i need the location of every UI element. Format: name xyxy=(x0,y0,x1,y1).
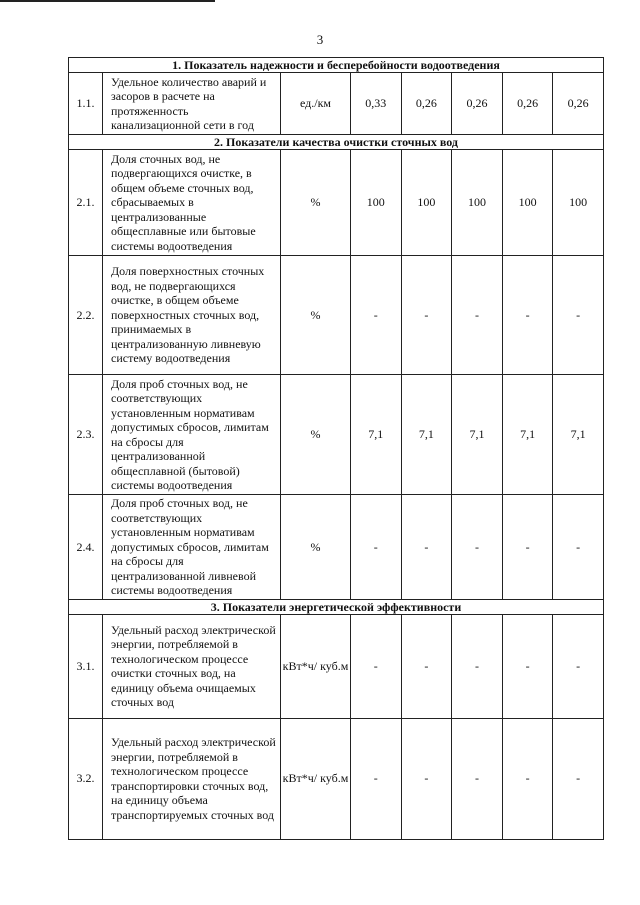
value-cell: 7,1 xyxy=(553,375,604,495)
value-cell: - xyxy=(502,718,553,839)
value-cell: - xyxy=(553,256,604,375)
value-cell: - xyxy=(401,614,452,718)
table-row xyxy=(69,614,604,718)
section-header-row xyxy=(69,599,604,614)
value-cell: - xyxy=(351,614,402,718)
indicator-description: Доля проб сточных вод, не соответствующих установленным нормативам допустимых сбросов, лимитам на сбросы для централизованной ливневой системы водоотведения xyxy=(103,495,281,600)
unit-cell: % xyxy=(281,256,351,375)
indicator-description: Доля поверхностных сточных вод, не подвергающихся очистке, в общем объеме поверхностных сточных вод, принимаемых в централизованную ливневую систему водоотведения xyxy=(103,256,281,375)
value-cell: - xyxy=(351,718,402,839)
row-number: 1.1. xyxy=(69,73,103,135)
row-number: 3.1. xyxy=(69,614,103,718)
value-cell: 7,1 xyxy=(502,375,553,495)
unit-cell: ед./км xyxy=(281,73,351,135)
unit-cell: кВт*ч/ куб.м xyxy=(281,718,351,839)
table-row xyxy=(69,150,604,256)
header-rule xyxy=(0,0,215,2)
value-cell: - xyxy=(452,614,503,718)
row-number: 2.4. xyxy=(69,495,103,600)
value-cell: 100 xyxy=(502,150,553,256)
row-number: 2.3. xyxy=(69,375,103,495)
value-cell: - xyxy=(351,256,402,375)
value-cell: 100 xyxy=(452,150,503,256)
table-row xyxy=(69,256,604,375)
table-row xyxy=(69,375,604,495)
page-number: 3 xyxy=(316,32,324,47)
value-cell: 7,1 xyxy=(401,375,452,495)
unit-cell: кВт*ч/ куб.м xyxy=(281,614,351,718)
value-cell: - xyxy=(401,495,452,600)
indicator-description: Удельный расход электрической энергии, потребляемой в технологическом процессе очистки сточных вод, на единицу объема очищаемых сточных вод xyxy=(103,614,281,718)
row-number: 2.1. xyxy=(69,150,103,256)
value-cell: - xyxy=(401,718,452,839)
value-cell: 0,26 xyxy=(452,73,503,135)
value-cell: 7,1 xyxy=(351,375,402,495)
row-number: 2.2. xyxy=(69,256,103,375)
value-cell: - xyxy=(553,495,604,600)
value-cell: 0,26 xyxy=(401,73,452,135)
value-cell: - xyxy=(351,495,402,600)
value-cell: - xyxy=(553,718,604,839)
value-cell: - xyxy=(452,256,503,375)
section-title: 1. Показатель надежности и бесперебойности водоотведения xyxy=(69,58,604,73)
indicator-description: Удельный расход электрической энергии, потребляемой в технологическом процессе транспортировки сточных вод, на единицу объема транспортируемых сточных вод xyxy=(103,718,281,839)
value-cell: 0,26 xyxy=(502,73,553,135)
indicator-description: Доля проб сточных вод, не соответствующих установленным нормативам допустимых сбросов, лимитам на сбросы для централизованной общесплавной (бытовой) системы водоотведения xyxy=(103,375,281,495)
indicator-description: Удельное количество аварий и засоров в расчете на протяженность канализационной сети в год xyxy=(103,73,281,135)
value-cell: 7,1 xyxy=(452,375,503,495)
row-number: 3.2. xyxy=(69,718,103,839)
value-cell: 0,26 xyxy=(553,73,604,135)
table-row xyxy=(69,495,604,600)
value-cell: 100 xyxy=(401,150,452,256)
section-title: 3. Показатели энергетической эффективности xyxy=(69,599,604,614)
value-cell: - xyxy=(502,495,553,600)
section-title: 2. Показатели качества очистки сточных вод xyxy=(69,135,604,150)
section-header-row xyxy=(69,135,604,150)
value-cell: - xyxy=(553,614,604,718)
section-header-row xyxy=(69,58,604,73)
unit-cell: % xyxy=(281,495,351,600)
indicator-description: Доля сточных вод, не подвергающихся очистке, в общем объеме сточных вод, сбрасываемых в централизованные общесплавные или бытовые системы водоотведения xyxy=(103,150,281,256)
value-cell: - xyxy=(502,256,553,375)
value-cell: 0,33 xyxy=(351,73,402,135)
unit-cell: % xyxy=(281,150,351,256)
table-row xyxy=(69,73,604,135)
table-row xyxy=(69,718,604,839)
value-cell: 100 xyxy=(351,150,402,256)
value-cell: 100 xyxy=(553,150,604,256)
unit-cell: % xyxy=(281,375,351,495)
value-cell: - xyxy=(452,495,503,600)
value-cell: - xyxy=(502,614,553,718)
indicators-table xyxy=(68,57,604,840)
value-cell: - xyxy=(401,256,452,375)
value-cell: - xyxy=(452,718,503,839)
